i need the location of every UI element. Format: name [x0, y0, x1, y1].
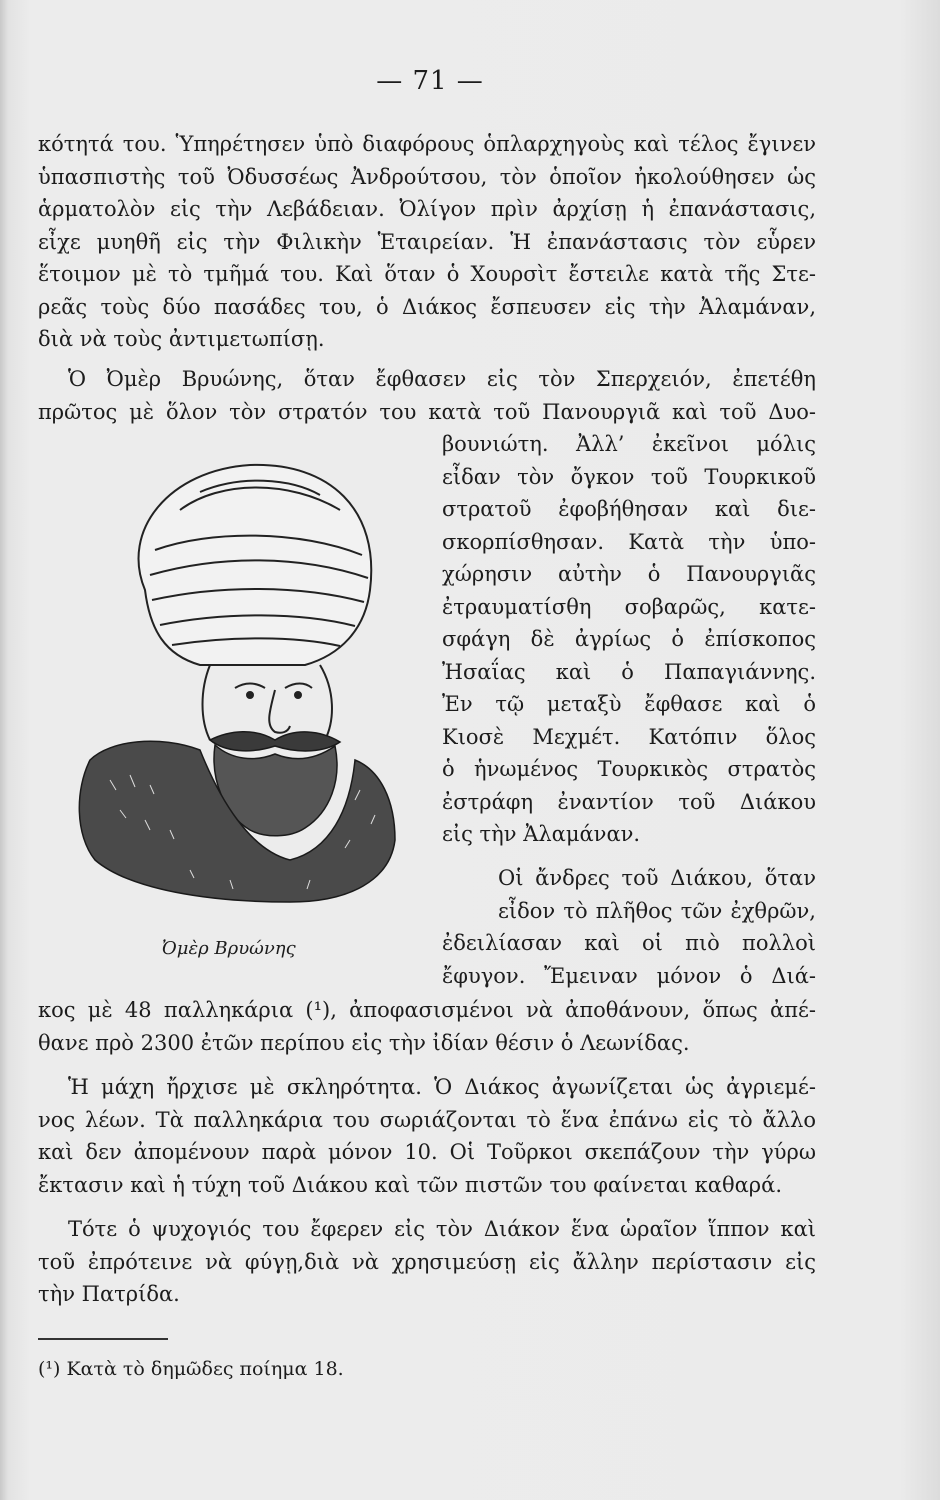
text-line: ὑπασπιστὴς τοῦ Ὀδυσσέως Ἀνδρούτσου, τὸν ὁποῖον ἠκολούθησεν ὡς: [38, 164, 816, 189]
text-line: σφάγη δὲ ἀγρίως ὁ ἐπίσκοπος: [442, 627, 816, 651]
text-line: χώρησιν αὐτὴν ὁ Πανουργιᾶς: [442, 562, 816, 586]
text-line: Ἐν τῷ μεταξὺ ἔφθασε καὶ ὁ: [442, 692, 816, 716]
footnote: (¹) Κατὰ τὸ δημῶδες ποίημα 18.: [38, 1358, 344, 1380]
text-line: Ἡ μάχη ἤρχισε μὲ σκληρότητα. Ὁ Διάκος ἀγωνίζεται ὡς ἀγριεμέ-: [68, 1075, 816, 1099]
text-line: εἶχε μυηθῆ εἰς τὴν Φιλικὴν Ἑταιρείαν. Ἡ ἐπανάστασις τὸν εὗρεν: [38, 229, 816, 254]
text-line: Τότε ὁ ψυχογιός του ἔφερεν εἰς τὸν Διάκον ἕνα ὡραῖον ἵππον καὶ: [68, 1217, 816, 1241]
text-line: Κιοσὲ Μεχμέτ. Κατόπιν ὅλος: [442, 724, 816, 749]
text-line: εἶδαν τὸν ὄγκον τοῦ Τουρκικοῦ: [442, 464, 816, 489]
text-line: ἔκτασιν καὶ ἡ τύχη τοῦ Διάκου καὶ τῶν πιστῶν του φαίνεται καθαρά.: [38, 1172, 782, 1197]
text-line: θανε πρὸ 2300 ἐτῶν περίπου εἰς τὴν ἰδίαν θέσιν ὁ Λεωνίδας.: [38, 1030, 690, 1055]
text-line: ὁ ἡνωμένος Τουρκικὸς στρατὸς: [442, 757, 816, 781]
text-line: Οἱ ἄνδρες τοῦ Διάκου, ὅταν: [498, 866, 816, 890]
portrait-illustration: [50, 440, 420, 910]
paragraph-4: [38, 1071, 816, 1201]
text-line: ρεᾶς τοὺς δύο πασάδες του, ὁ Διάκος ἔσπευσεν εἰς τὴν Ἀλαμάναν,: [38, 294, 816, 319]
page-number: — 71 —: [376, 66, 484, 96]
text-line: κότητά του. Ὑπηρέτησεν ὑπὸ διαφόρους ὁπλαρχηγοὺς καὶ τέλος ἔγινεν: [38, 132, 816, 156]
paragraph-1: [38, 128, 816, 356]
text-line: εἶδον τὸ πλῆθος τῶν ἐχθρῶν,: [498, 898, 816, 923]
paragraph-5: [38, 1213, 816, 1311]
text-line: ἕτοιμον μὲ τὸ τμῆμά του. Καὶ ὅταν ὁ Χουρσὶτ ἔστειλε κατὰ τῆς Στε-: [38, 262, 816, 286]
text-line: βουνιώτη. Ἀλλ’ ἐκεῖνοι μόλις: [442, 432, 816, 456]
text-line: νος λέων. Τὰ παλληκάρια του σωριάζονται τὸ ἕνα ἐπάνω εἰς τὸ ἄλλο: [38, 1107, 816, 1132]
paragraph-2-column: [442, 428, 816, 851]
text-line: ἐτραυματίσθη σοβαρῶς, κατε-: [442, 594, 816, 619]
text-line: τὴν Πατρίδα.: [38, 1282, 180, 1306]
paragraph-3-column: [442, 862, 816, 992]
text-line: διὰ νὰ τοὺς ἀντιμετωπίσῃ.: [38, 327, 325, 351]
text-line: καὶ δεν ἀπομένουν παρὰ μόνον 10. Οἱ Τοῦρκοι σκεπάζουν τὴν γύρω: [38, 1140, 816, 1164]
text-line: ἔφυγον. Ἔμειναν μόνον ὁ Διά-: [442, 963, 816, 988]
text-line: Ὁ Ὀμὲρ Βρυώνης, ὅταν ἔφθασεν εἰς τὸν Σπερχειόν, ἐπετέθη: [68, 367, 816, 391]
text-line: Ἠσαΐας καὶ ὁ Παπαγιάννης.: [442, 659, 816, 684]
portrait-caption: Ὀμὲρ Βρυώνης: [162, 938, 296, 959]
text-line: ἐστράφη ἐναντίον τοῦ Διάκου: [442, 789, 816, 814]
text-line: ἐδειλίασαν καὶ οἱ πιὸ πολλοὶ: [442, 931, 816, 955]
text-line: εἰς τὴν Ἀλαμάναν.: [442, 822, 641, 846]
text-line: σκορπίσθησαν. Κατὰ τὴν ὑπο-: [442, 529, 816, 554]
paragraph-2-top: [38, 363, 816, 428]
text-line: τοῦ ἐπρότεινε νὰ φύγῃ,διὰ νὰ χρησιμεύσῃ εἰς ἄλλην περίστασιν εἰς: [38, 1249, 816, 1274]
paragraph-3-bottom: [38, 994, 816, 1059]
text-line: κος μὲ 48 παλληκάρια (¹), ἀποφασισμένοι νὰ ἀποθάνουν, ὅπως ἀπέ-: [38, 998, 816, 1022]
footnote-divider: [38, 1338, 168, 1340]
text-line: πρῶτος μὲ ὅλον τὸν στρατόν του κατὰ τοῦ Πανουργιᾶ καὶ τοῦ Δυο-: [38, 399, 816, 424]
text-line: στρατοῦ ἐφοβήθησαν καὶ διε-: [442, 497, 816, 521]
text-line: ἁρματολὸν εἰς τὴν Λεβάδειαν. Ὀλίγον πρὶν ἀρχίσῃ ἡ ἐπανάστασις,: [38, 197, 816, 221]
